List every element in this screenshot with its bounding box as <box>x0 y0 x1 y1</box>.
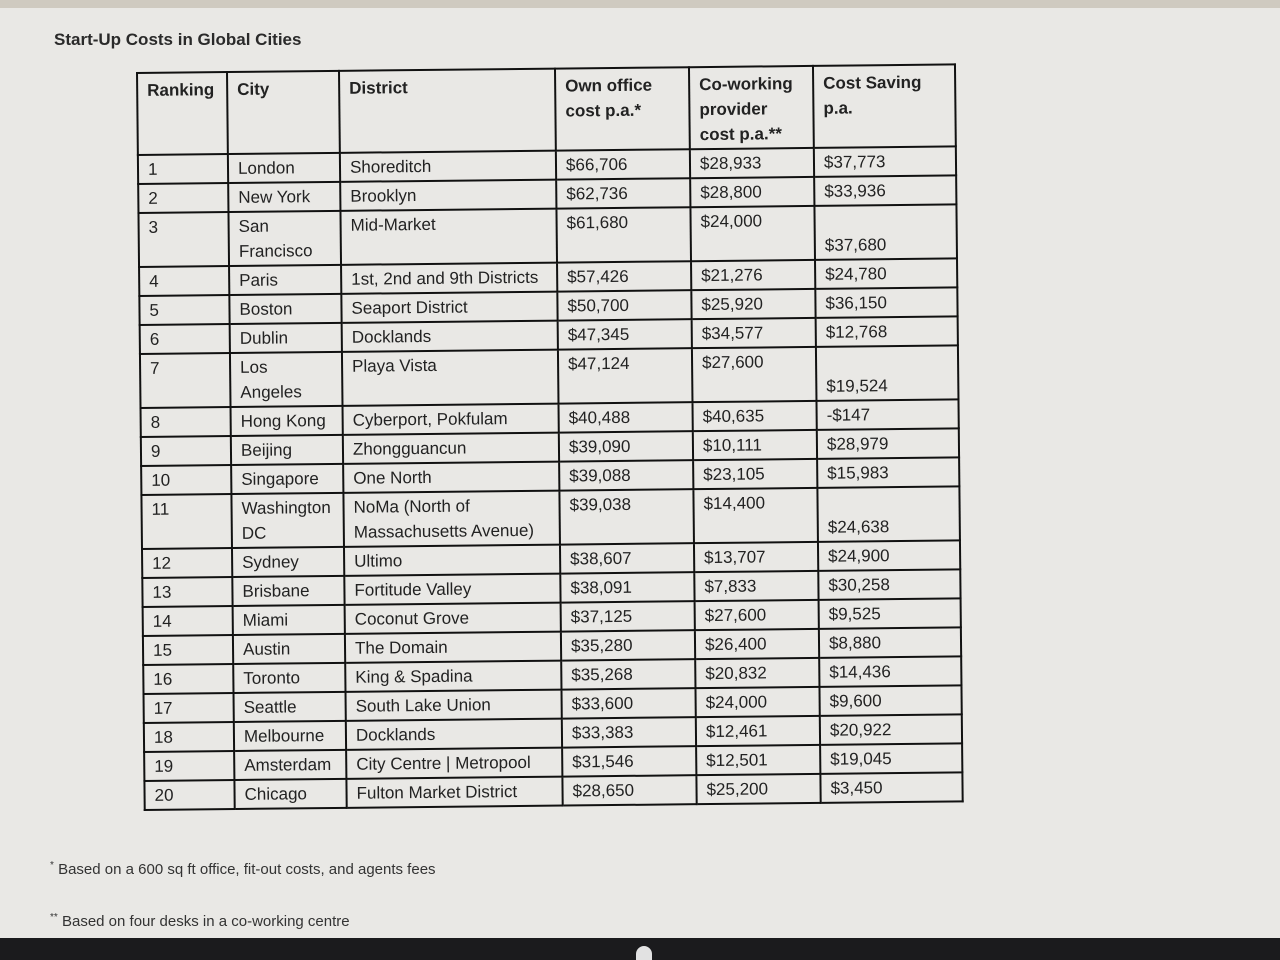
header-cost-saving: Cost Saving p.a. <box>813 64 956 147</box>
rank-cell: 3 <box>138 212 229 267</box>
rank-cell: 9 <box>141 436 231 466</box>
header-ranking: Ranking <box>137 72 228 155</box>
cost-saving-cell: $8,880 <box>819 627 961 657</box>
rank-cell: 10 <box>141 465 231 495</box>
cost-saving-cell: $19,524 <box>816 345 959 400</box>
header-district: District <box>339 69 556 153</box>
cost-saving-cell: $30,258 <box>818 569 960 599</box>
district-cell: Shoreditch <box>340 151 556 182</box>
cost-saving-cell: $3,450 <box>820 772 962 802</box>
header-coworking-cost: Co-working provider cost p.a.** <box>689 66 814 149</box>
own-office-cost-cell: $33,600 <box>561 688 695 718</box>
cost-saving-cell: $36,150 <box>815 287 957 317</box>
coworking-cost-cell: $25,920 <box>691 289 815 319</box>
table-row <box>141 486 960 549</box>
coworking-cost-cell: $26,400 <box>695 629 819 659</box>
header-own-office-cost: Own office cost p.a.* <box>555 67 690 150</box>
cost-saving-cell: $33,936 <box>814 175 956 205</box>
cost-saving-cell: $37,680 <box>814 204 957 259</box>
district-cell: Docklands <box>346 719 562 750</box>
city-cell: Beijing <box>231 435 343 465</box>
own-office-cost-cell: $39,090 <box>559 431 693 461</box>
table-body <box>138 146 963 810</box>
city-cell: Melbourne <box>234 721 346 751</box>
own-office-cost-cell: $28,650 <box>562 775 696 805</box>
city-cell: San Francisco <box>228 211 341 266</box>
city-cell: Seattle <box>234 692 346 722</box>
district-cell: South Lake Union <box>346 690 562 721</box>
rank-cell: 15 <box>143 635 233 665</box>
city-cell: Austin <box>233 634 345 664</box>
district-cell: Fortitude Valley <box>344 574 560 605</box>
city-cell: Toronto <box>233 663 345 693</box>
coworking-cost-cell: $20,832 <box>695 658 819 688</box>
own-office-cost-cell: $50,700 <box>557 290 691 320</box>
rank-cell: 16 <box>143 664 233 694</box>
district-cell: Ultimo <box>344 545 560 576</box>
footnote-text: Based on a 600 sq ft office, fit-out costs, and agents fees <box>58 861 436 878</box>
own-office-cost-cell: $47,345 <box>558 319 692 349</box>
district-cell: Coconut Grove <box>345 603 561 634</box>
district-cell: Cyberport, Pokfulam <box>343 404 559 435</box>
footnote-coworking <box>50 912 350 930</box>
city-cell: Washington DC <box>231 493 344 548</box>
own-office-cost-cell: $66,706 <box>556 149 690 179</box>
cost-saving-cell: $14,436 <box>819 656 961 686</box>
district-cell: Mid-Market <box>340 209 557 265</box>
city-cell: Brisbane <box>232 576 344 606</box>
district-cell: Brooklyn <box>340 180 556 211</box>
coworking-cost-cell: $24,000 <box>695 687 819 717</box>
footnote-marker: * <box>50 860 54 871</box>
taskbar-app-icon[interactable] <box>636 946 652 960</box>
rank-cell: 6 <box>140 324 230 354</box>
cost-saving-cell: $9,600 <box>819 685 961 715</box>
own-office-cost-cell: $39,088 <box>559 460 693 490</box>
coworking-cost-cell: $28,800 <box>690 177 814 207</box>
own-office-cost-cell: $31,546 <box>562 746 696 776</box>
coworking-cost-cell: $40,635 <box>692 401 816 431</box>
rank-cell: 13 <box>142 577 232 607</box>
rank-cell: 5 <box>139 295 229 325</box>
coworking-cost-cell: $14,400 <box>693 488 818 543</box>
own-office-cost-cell: $33,383 <box>562 717 696 747</box>
table-header-row <box>137 64 956 155</box>
own-office-cost-cell: $61,680 <box>556 207 691 262</box>
city-cell: Singapore <box>231 464 343 494</box>
coworking-cost-cell: $13,707 <box>694 542 818 572</box>
rank-cell: 7 <box>140 353 231 408</box>
own-office-cost-cell: $57,426 <box>557 261 691 291</box>
own-office-cost-cell: $62,736 <box>556 178 690 208</box>
cost-saving-cell: $20,922 <box>820 714 962 744</box>
coworking-cost-cell: $34,577 <box>692 318 816 348</box>
own-office-cost-cell: $35,268 <box>561 659 695 689</box>
own-office-cost-cell: $38,607 <box>560 543 694 573</box>
cost-saving-cell: $24,780 <box>815 258 957 288</box>
rank-cell: 20 <box>144 780 234 810</box>
own-office-cost-cell: $38,091 <box>560 572 694 602</box>
rank-cell: 11 <box>141 494 232 549</box>
district-cell: The Domain <box>345 632 561 663</box>
coworking-cost-cell: $28,933 <box>690 148 814 178</box>
cost-saving-cell: -$147 <box>816 399 958 429</box>
rank-cell: 17 <box>144 693 234 723</box>
coworking-cost-cell: $27,600 <box>695 600 819 630</box>
city-cell: Chicago <box>234 779 346 809</box>
rank-cell: 14 <box>143 606 233 636</box>
city-cell: Amsterdam <box>234 750 346 780</box>
coworking-cost-cell: $24,000 <box>690 206 815 261</box>
city-cell: Los Angeles <box>230 352 343 407</box>
city-cell: Miami <box>233 605 345 635</box>
coworking-cost-cell: $7,833 <box>694 571 818 601</box>
district-cell: Fulton Market District <box>346 777 562 808</box>
own-office-cost-cell: $39,038 <box>559 489 694 544</box>
city-cell: Dublin <box>230 323 342 353</box>
district-cell: Docklands <box>342 321 558 352</box>
district-cell: 1st, 2nd and 9th Districts <box>341 263 557 294</box>
startup-costs-table <box>136 63 964 811</box>
rank-cell: 18 <box>144 722 234 752</box>
footnote-marker: ** <box>50 912 58 923</box>
district-cell: One North <box>343 462 559 493</box>
rank-cell: 8 <box>141 407 231 437</box>
cost-saving-cell: $37,773 <box>814 146 956 176</box>
rank-cell: 1 <box>138 154 228 184</box>
coworking-cost-cell: $27,600 <box>692 347 817 402</box>
own-office-cost-cell: $35,280 <box>561 630 695 660</box>
cost-saving-cell: $28,979 <box>817 428 959 458</box>
cost-saving-cell: $15,983 <box>817 457 959 487</box>
rank-cell: 19 <box>144 751 234 781</box>
cost-saving-cell: $9,525 <box>819 598 961 628</box>
coworking-cost-cell: $21,276 <box>691 260 815 290</box>
district-cell: Playa Vista <box>342 350 559 406</box>
document-page <box>0 8 1280 938</box>
coworking-cost-cell: $12,501 <box>696 745 820 775</box>
district-cell: City Centre | Metropool <box>346 748 562 779</box>
city-cell: Hong Kong <box>231 406 343 436</box>
district-cell: Seaport District <box>341 292 557 323</box>
cost-saving-cell: $24,900 <box>818 540 960 570</box>
city-cell: New York <box>228 182 340 212</box>
coworking-cost-cell: $23,105 <box>693 459 817 489</box>
coworking-cost-cell: $10,111 <box>693 430 817 460</box>
city-cell: Boston <box>229 294 341 324</box>
rank-cell: 12 <box>142 548 232 578</box>
district-cell: NoMa (North of Massachusetts Avenue) <box>343 491 560 547</box>
cost-saving-cell: $19,045 <box>820 743 962 773</box>
rank-cell: 2 <box>138 183 228 213</box>
footnote-text: Based on four desks in a co-working centre <box>61 913 350 930</box>
cost-saving-cell: $24,638 <box>817 486 960 541</box>
district-cell: King & Spadina <box>345 661 561 692</box>
city-cell: Sydney <box>232 547 344 577</box>
own-office-cost-cell: $47,124 <box>558 348 693 403</box>
coworking-cost-cell: $12,461 <box>696 716 820 746</box>
cost-saving-cell: $12,768 <box>816 316 958 346</box>
table-row <box>140 345 959 408</box>
own-office-cost-cell: $37,125 <box>561 601 695 631</box>
page-title: Start-Up Costs in Global Cities <box>54 30 302 49</box>
city-cell: London <box>228 153 340 183</box>
rank-cell: 4 <box>139 266 229 296</box>
own-office-cost-cell: $40,488 <box>558 402 692 432</box>
coworking-cost-cell: $25,200 <box>696 774 820 804</box>
footnote-own-office <box>50 860 436 878</box>
city-cell: Paris <box>229 265 341 295</box>
table-row <box>138 204 957 267</box>
header-city: City <box>227 71 340 154</box>
district-cell: Zhongguancun <box>343 433 559 464</box>
